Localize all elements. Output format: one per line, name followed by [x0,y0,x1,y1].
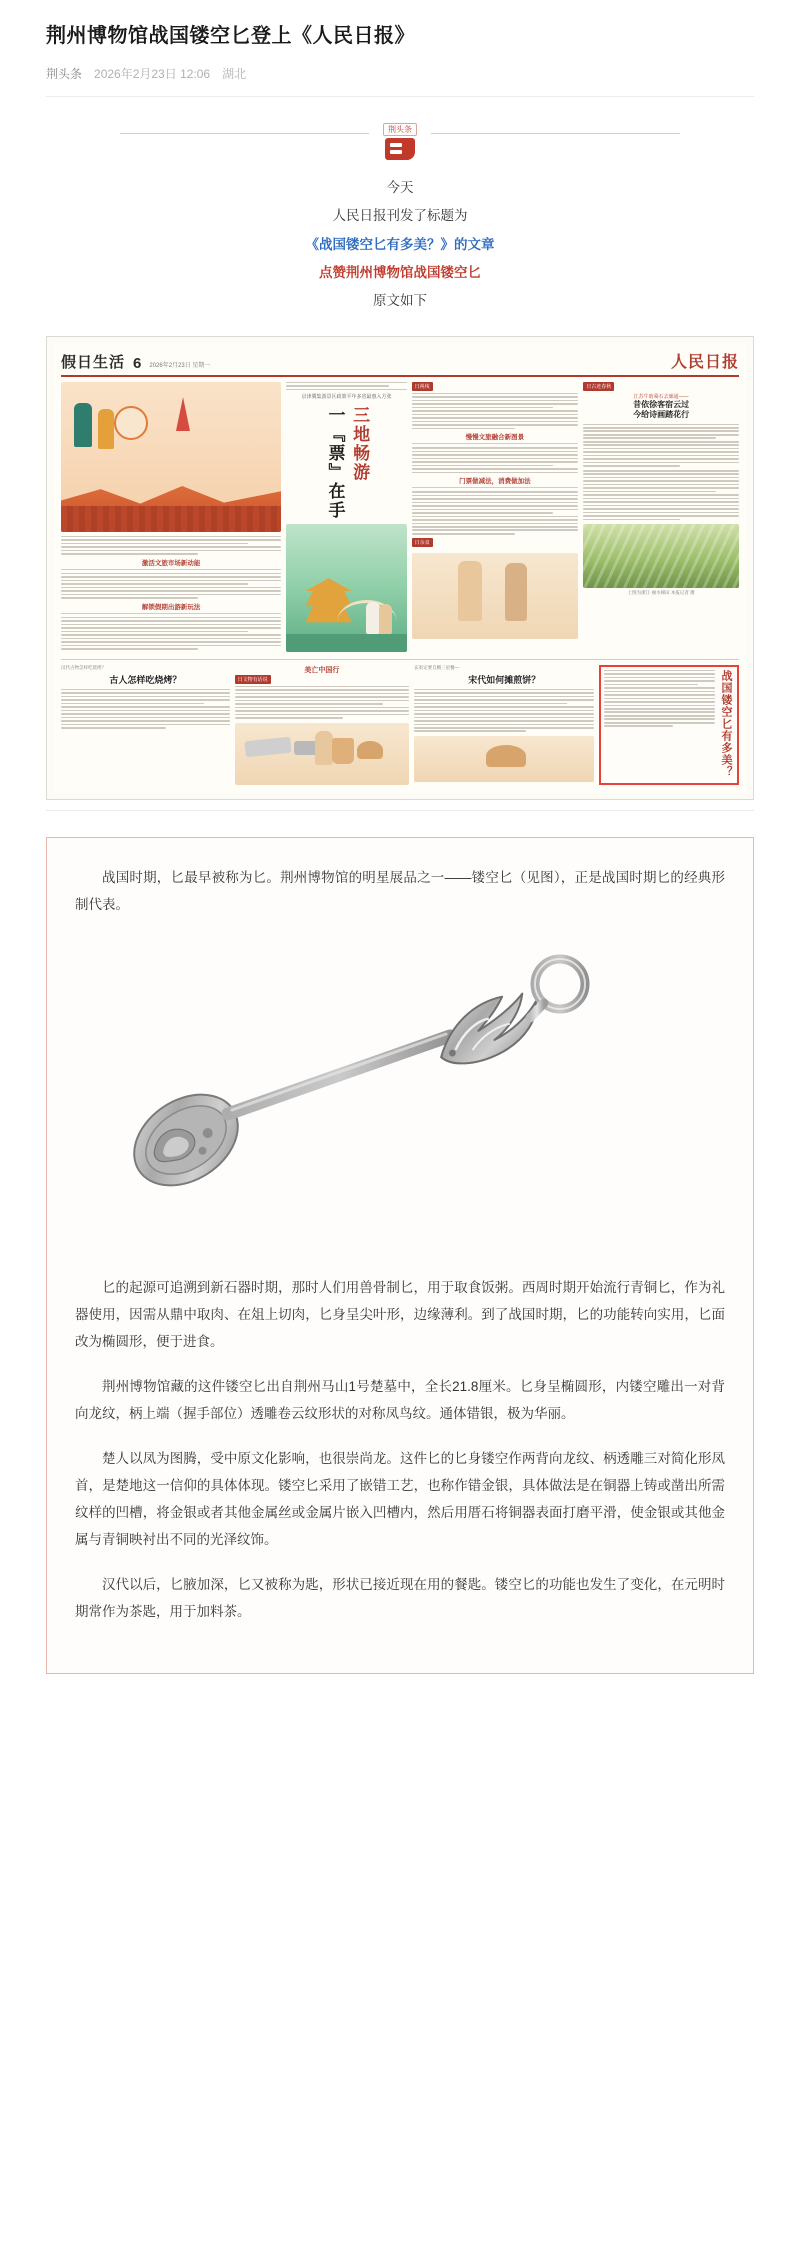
right-head-1: 江苏牛昉蓦石去廊通—— [633,393,689,400]
lead-line-3: 《战国镂空匕有多美？》的文章 [305,236,495,252]
newspaper-upper-grid [61,382,739,653]
column-4-text-a [583,424,739,467]
meta-time: 2026年2月23日 12:06 [94,67,211,81]
column-3-text-b [412,447,579,473]
lead-line-5: 原文如下 [373,293,427,309]
column-2-kicker-lines [286,382,406,391]
lower-kicker-left: 汉代古物怎样吃烧烤？ [61,664,106,670]
city-scenery-illustration [286,524,406,652]
column-3-text-c [412,491,579,534]
highlight-text [604,670,715,727]
newspaper-lower-column-2 [235,665,409,785]
pan-illustration [414,736,594,782]
column-3-text-a [412,393,579,429]
right-head-2: 昔依徐客宿云过 [633,399,690,409]
newspaper-subhead-mid: 慢慢文旅融合新图景 [412,432,579,444]
brand-logo-band [0,97,800,168]
lower-headline-1: 古人怎样吃烧烤？ [109,674,182,685]
column-1-text-block-a [61,536,281,555]
lead-line-2: 人民日报刊发了标题为 [332,208,468,224]
column-1-text-block-b [61,573,281,599]
relic-objects-illustration [235,723,409,785]
newspaper-page-number: 6 [133,354,142,372]
newspaper-subhead-mid-2: 门票做减法，消费做加法 [412,476,579,488]
lower-headline-2: 宋代如何摊煎饼？ [468,674,541,685]
lower-col-1-text [61,689,230,729]
lower-col-2-text [235,686,409,719]
main-headline-line-2: 三地畅游 [350,406,370,483]
right-head-3: 今给诗画踏花行 [633,410,690,420]
newspaper-column-4 [583,382,739,653]
newspaper-section-title: 假日生活 [61,353,126,371]
newspaper-lower-column-3 [414,665,594,785]
article-body-card [46,837,754,1674]
travel-illustration [61,382,281,532]
tea-illustration [412,553,579,639]
lead-line-1: 今天 [386,180,414,195]
page-title: 荆州博物馆战国镂空匕登上《人民日报》 [46,25,415,47]
lower-brand-label: 美亡中国行 [304,666,340,674]
meta-source: 荆头条 [46,67,83,81]
newspaper-masthead: 人民日报 [670,353,739,371]
lower-col-3-text [414,689,594,732]
newspaper-date: 2026年2月23日 星期一 [149,362,211,369]
body-paragraph-4: 楚人以凤为图腾，受中原文化影响，也很崇尚龙。这件匕的匕身镂空作两背向龙纹、柄透雕三对简化形凤首，是楚地这一信仰的具体体现。镂空匕采用了嵌错工艺，也称作错金银，具体做法是在铜器上铸或凿出所需纹样的凹槽，将金银或者其他金属丝或金属片嵌入凹槽内，然后用厝石将铜器表面打磨平滑，使金银或其他金属与青铜映衬出不同的光泽纹饰。 [75,1450,725,1547]
column-tag-ancient: 日古迹春秋 [583,382,614,391]
lower-kicker-mid: 玄束定要自腾三星餐— [414,664,460,670]
bronze-openwork-spoon-photo [90,944,710,1244]
column-tag-visual: 日视线 [412,382,433,391]
body-paragraph-3: 荆州博物馆藏的这件镂空匕出自荆州马山1号楚墓中，全长21.8厘米。匕身呈椭圆形，内镂空雕出一对背向龙纹，柄上端（握手部位）透雕卷云纹形状的对称凤鸟纹。通体错银，极为华丽。 [75,1378,725,1421]
terrace-field-photo [583,524,739,588]
newspaper-lower-grid [61,659,739,785]
body-paragraph-1: 战国时期，匕最早被称为匕。荆州博物馆的明星展品之一——镂空匕（见图），正是战国时期匕的经典形制代表。 [75,869,725,912]
highlighted-article-box [599,665,739,785]
newspaper-masthead-row [61,349,739,377]
newspaper-subhead-left: 激活文旅市场新动能 [61,558,281,570]
photo-caption: 上图为浙江·丽水梯田 本报记者 摄 [627,590,695,596]
lead-line-4: 点赞荆州博物馆战国镂空匕 [319,265,481,281]
body-paragraph-2: 匕的起源可追溯到新石器时期，那时人们用兽骨制匕，用于取食饭粥。西周时期开始流行青铜匕，作为礼器使用，因需从鼎中取肉、在俎上切肉，匕身呈尖叶形，边缘薄利。到了战国时期，匕的功能转向实用，匕面改为椭圆形，便于进食。 [75,1279,725,1349]
newspaper-main-headline [286,406,406,520]
newspaper-lower-column-1 [61,665,230,785]
main-headline-line-1: 一『票』在手 [325,406,345,521]
article-meta [46,65,754,96]
highlight-headline: 战国镂空匕有多美？ [720,669,732,778]
meta-location: 湖北 [222,67,247,81]
newspaper-column-3 [412,382,579,653]
lead-block [0,168,800,332]
newspaper-page [53,343,747,793]
newspaper-kicker: 京津冀集游景区政策平年多省最惠入方张 [301,394,392,401]
brand-badge [369,123,431,160]
brand-ribbon-label: 荆头条 [383,123,417,136]
newspaper-scan [46,336,754,800]
body-paragraph-5: 汉代以后，匕腋加深，匕又被称为匙，形状已接近现在用的餐匙。镂空匕的功能也发生了变化，在元明时期常作为茶匙，用于加料茶。 [75,1576,725,1619]
column-4-text-b [583,470,739,520]
jingtoutiao-logo-icon [385,138,415,160]
spoon-illustration-svg [90,944,710,1244]
newspaper-column-1 [61,382,281,653]
column-tag-leisure: 日余食 [412,538,433,547]
article-header [0,0,800,96]
column-1-text-block-c [61,617,281,650]
newspaper-column-2 [286,382,406,653]
column-tag-cultural: 日文物有话说 [235,675,271,684]
newspaper-subhead-left-2: 解锁假期出游新玩法 [61,602,281,614]
scan-bottom-divider [46,810,754,811]
